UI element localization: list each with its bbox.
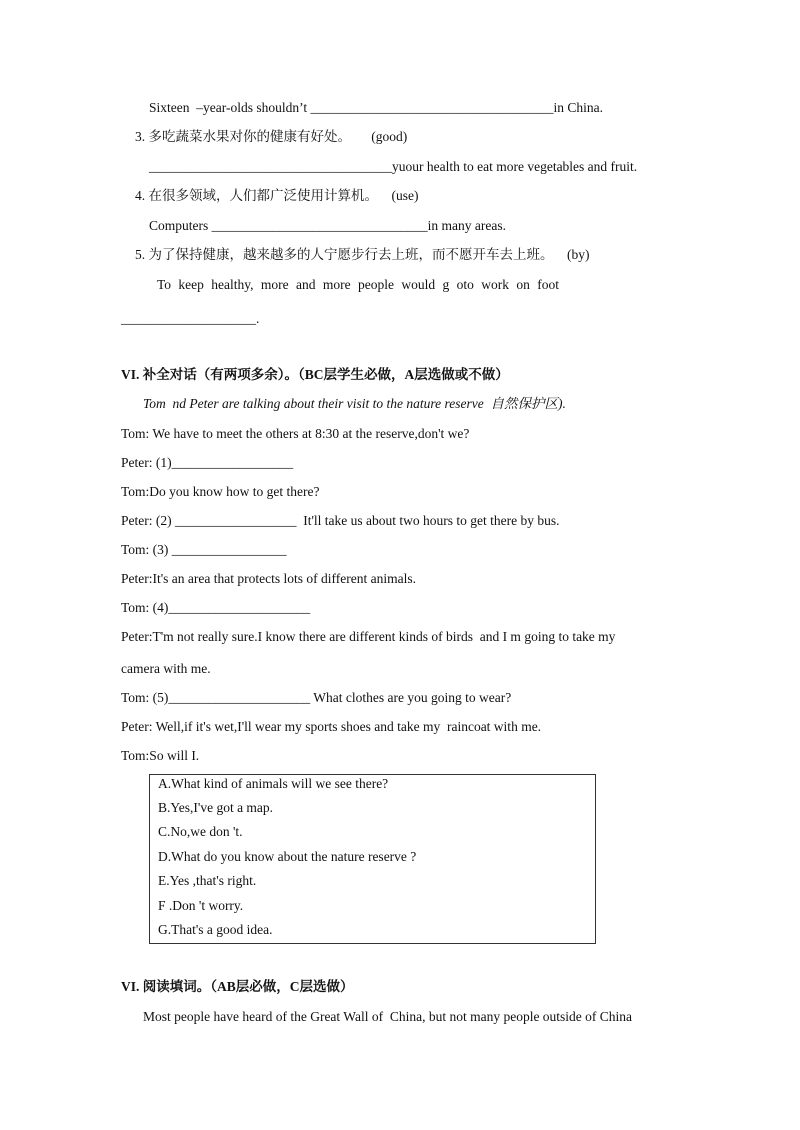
option-f: F .Don 't worry. bbox=[158, 898, 244, 913]
translation-item-3-answer: ____________________________________yuour health to eat more vegetables and fruit. bbox=[149, 159, 638, 174]
translation-line-2: Sixteen –year-olds shouldn’t ____________________________________in China. bbox=[149, 100, 603, 115]
dialogue-line: Tom:Do you know how to get there? bbox=[121, 484, 320, 499]
option-b: B.Yes,I've got a map. bbox=[158, 800, 274, 815]
dialogue-line: Tom: (5)_____________________ What clothes are you going to wear? bbox=[121, 690, 512, 705]
option-g: G.That's a good idea. bbox=[158, 922, 273, 937]
translation-item-5-answer: To keep healthy, more and more people would g oto work on foot bbox=[157, 277, 559, 292]
reading-section-heading: VI. 阅读填词。（AB层必做，C层选做） bbox=[121, 979, 354, 994]
dialogue-line: Tom: (3) _________________ bbox=[121, 542, 287, 557]
translation-item-4-answer: Computers ________________________________in many areas. bbox=[149, 218, 506, 233]
dialogue-line: camera with me. bbox=[121, 661, 211, 676]
translation-item-5-prompt: 5. 为了保持健康，越来越多的人宁愿步行去上班，而不愿开车去上班。 (by) bbox=[135, 247, 590, 262]
translation-item-4-prompt: 4. 在很多领域，人们都广泛使用计算机。 (use) bbox=[135, 188, 419, 203]
translation-item-5-blank: ____________________. bbox=[121, 311, 260, 326]
dialogue-line: Tom:So will I. bbox=[121, 748, 200, 763]
option-d: D.What do you know about the nature reserve ? bbox=[158, 849, 417, 864]
option-a: A.What kind of animals will we see there? bbox=[158, 776, 389, 791]
dialogue-line: Peter: Well,if it's wet,I'll wear my sports shoes and take my raincoat with me. bbox=[121, 719, 542, 734]
options-box bbox=[149, 774, 596, 944]
dialogue-line: Tom: (4)_____________________ bbox=[121, 600, 311, 615]
dialogue-section-heading: VI. 补全对话（有两项多余）。（BC层学生必做，A层选做或不做） bbox=[121, 367, 509, 382]
option-e: E.Yes ,that's right. bbox=[158, 873, 257, 888]
dialogue-line: Tom: We have to meet the others at 8:30 at the reserve,don't we? bbox=[121, 426, 470, 441]
dialogue-intro: Tom nd Peter are talking about their visit to the nature reserve 自然保护区). bbox=[143, 396, 566, 411]
translation-item-3-prompt: 3. 多吃蔬菜水果对你的健康有好处。 (good) bbox=[135, 129, 408, 144]
dialogue-line: Peter:T'm not really sure.I know there are different kinds of birds and I m going to take my bbox=[121, 629, 616, 644]
reading-first-line: Most people have heard of the Great Wall of China, but not many people outside of China bbox=[143, 1009, 633, 1024]
dialogue-line: Peter: (2) __________________ It'll take us about two hours to get there by bus. bbox=[121, 513, 560, 528]
dialogue-line: Peter: (1)__________________ bbox=[121, 455, 294, 470]
dialogue-line: Peter:It's an area that protects lots of different animals. bbox=[121, 571, 416, 586]
option-c: C.No,we don 't. bbox=[158, 824, 243, 839]
